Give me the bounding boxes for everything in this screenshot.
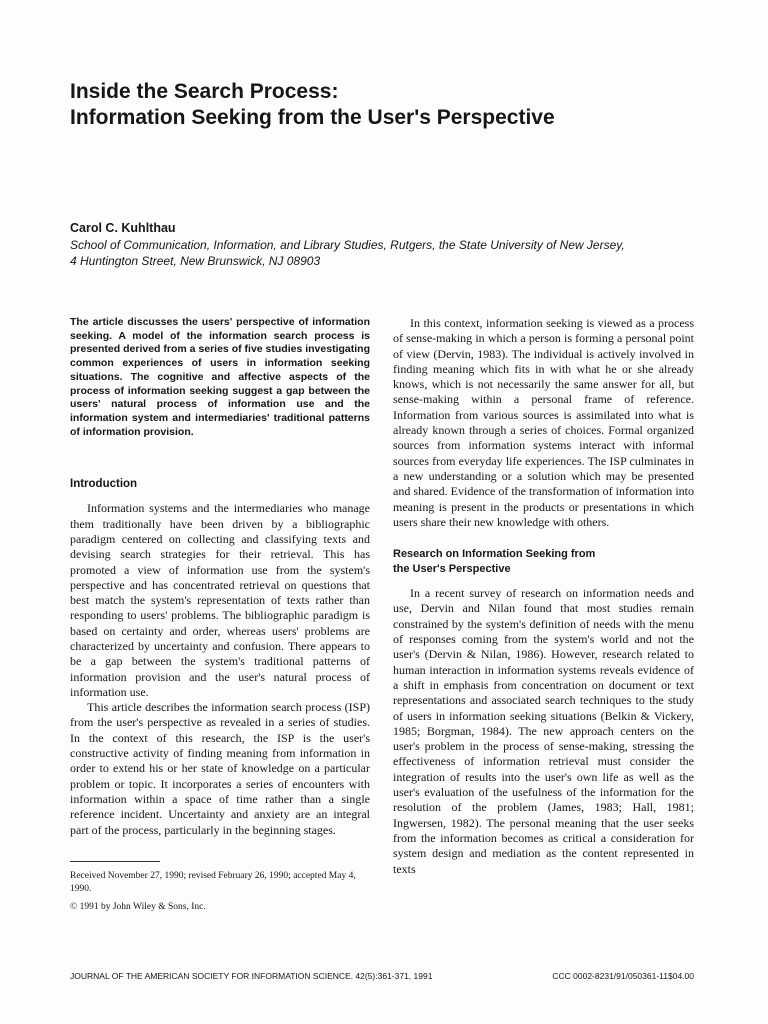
title-line-1: Inside the Search Process:: [70, 80, 339, 103]
title-line-2: Information Seeking from the User's Perspective: [70, 106, 555, 129]
copyright-notice: © 1991 by John Wiley & Sons, Inc.: [70, 901, 206, 912]
introduction-heading: Introduction: [70, 478, 138, 491]
affiliation-line-1: School of Communication, Information, and Library Studies, Rutgers, the State University of New Jersey,: [70, 238, 625, 252]
ccc-code: CCC 0002-8231/91/050361-11$04.00: [552, 971, 694, 981]
author-affiliation: [70, 237, 720, 269]
journal-citation: JOURNAL OF THE AMERICAN SOCIETY FOR INFORMATION SCIENCE. 42(5):361-371, 1991: [70, 971, 433, 981]
research-heading-line-1: Research on Information Seeking from: [393, 548, 596, 561]
right-column: [393, 316, 694, 877]
research-paragraph: In a recent survey of research on information needs and use, Dervin and Nilan found that most studies remain constrained by the system's definition of needs with the menu of responses coming from the system's world and not the user's (Dervin & Nilan, 1986). However, research related to human interaction in information systems reveals evidence of a shift in emphasis from concentration on document or text representations and associated search techniques to the study of users in information seeking situations (Belkin & Vickery, 1985; Borgman, 1984). The new approach centers on the user's problem in the process of sense-making, stressing the effectiveness of information retrieval must consider the integration of results into the user's own life as well as the user's evaluation of the usefulness of the information for the resolution of the problem (James, 1983; Hall, 1981; Ingwersen, 1982). The personal meaning that the user seeks from the information becomes as critical a consideration for system design and mediation as the content represented in texts: [393, 586, 694, 876]
context-paragraph: In this context, information seeking is viewed as a process of sense-making in which a person is forming a personal point of view (Dervin, 1983). The individual is actively involved in finding meaning which fits in with what he or she already knows, which is not necessarily the same answer for all, but sense-making within a personal frame of reference. Information from various sources is assimilated into what is already known through a series of choices. Formal organized sources from information systems interact with informal sources from everyday life experiences. The ISP culminates in a new understanding or a solution which may be presented and shared. Evidence of the transformation of information into meaning is present in the products or presentations in which users share their new knowledge with others.: [393, 316, 694, 529]
intro-paragraph-1: Information systems and the intermediaries who manage them traditionally have been driven by a bibliographic paradigm centered on collecting and classifying texts and devising search strategies for their retrieval. This has promoted a view of information use from the system's perspective and has concentrated retrieval on questions that best match the system's representation of texts rather than responding to users' problems. The bibliographic paradigm is based on certainty and order, whereas users' problems are characterized by uncertainty and confusion. There appears to be a gap between the system's traditional patterns of information provision and the user's natural process of information use.: [70, 501, 370, 699]
intro-paragraph-2: This article describes the information search process (ISP) from the user's perspective as revealed in a series of studies. In the context of this research, the ISP is the user's constructive activity of finding meaning from information in order to extend his or her state of knowledge on a particular problem or topic. It incorporates a series of encounters with information within a space of time rather than a single reference incident. Uncertainty and anxiety are an integral part of the process, particularly in the beginning stages.: [70, 700, 370, 837]
abstract: The article discusses the users' perspective of information seeking. A model of the information search process is presented derived from a series of five studies investigating common experiences of users in information seeking situations. The cognitive and affective aspects of the process of information seeking suggest a gap between the users' natural process of information use and the information system and intermediaries' traditional patterns of information provision.: [70, 316, 370, 438]
affiliation-line-2: 4 Huntington Street, New Brunswick, NJ 08903: [70, 254, 321, 268]
received-dates: Received November 27, 1990; revised February 26, 1990; accepted May 4, 1990.: [70, 870, 356, 894]
research-heading-line-2: the User's Perspective: [393, 563, 511, 576]
left-column: [70, 316, 370, 914]
research-section-heading: [393, 547, 694, 577]
footnote-divider: [70, 861, 160, 862]
author-name: Carol C. Kuhlthau: [70, 221, 176, 235]
article-title: [70, 79, 710, 131]
